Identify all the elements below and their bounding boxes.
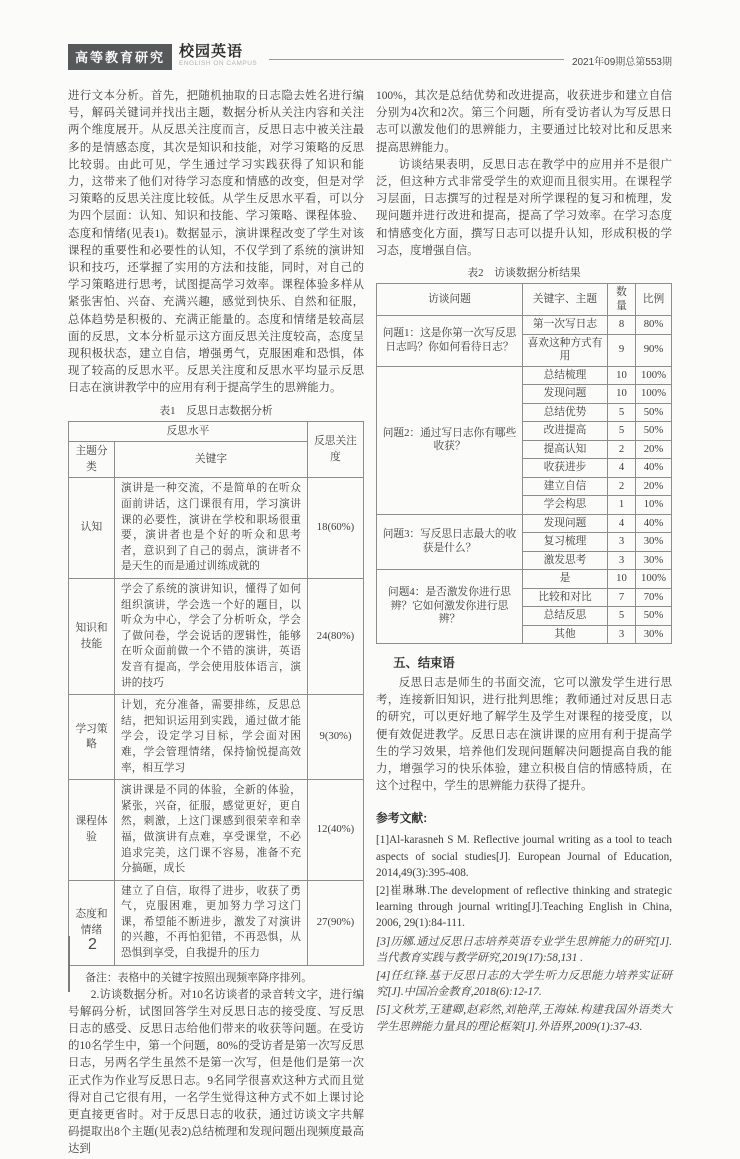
topic-cell: 课程体验: [69, 780, 115, 881]
table2-header-ratio: 比例: [636, 284, 672, 316]
ratio-cell: 100%: [636, 570, 672, 589]
reference-item: [2]崔琳琳.The development of reflective thinking and strategic learning through journal writing[J].Teaching English in China, 2006, 29(1):84-111.: [376, 885, 672, 930]
count-cell: 5: [608, 607, 636, 626]
table2-caption: 表2 访谈数据分析结果: [467, 267, 581, 280]
ratio-cell: 100%: [636, 385, 672, 404]
keywords-cell: 建立了自信，取得了进步，收获了勇气，克服困难，更加努力学习这门课，希望能不断进步，激发了对演讲的兴趣，不再怕犯错，不再恐惧，从恐惧到享受，自我提升的压力: [115, 880, 308, 965]
article-body: [68, 88, 672, 1159]
table-row: [69, 579, 364, 695]
table1-header-keywords: 关键字: [115, 442, 308, 478]
ratio-cell: 30%: [636, 533, 672, 552]
conclusion-heading: 五、结束语: [393, 656, 455, 671]
keyword-cell: 总结优势: [523, 403, 608, 422]
table2-interview-analysis: [376, 283, 672, 644]
ratio-cell: 90%: [636, 334, 672, 366]
right-column: [376, 88, 672, 1159]
keyword-cell: 其他: [523, 625, 608, 644]
table-row: [377, 366, 672, 385]
count-cell: 10: [608, 366, 636, 385]
ratio-cell: 20%: [636, 477, 672, 496]
paragraph-text-analysis: 进行文本分析。首先，把随机抽取的日志隐去姓名进行编号，解码关键词并找出主题，数据分析从关注内容和关注两个维度展开。从反思关注度而言，反思日志中被关注最多的是情感态度，其次是知识和技能，对学习策略的反思比较弱。由此可见，学生通过学习实践获得了知识和能力，这带来了他们对待学习态度和情感的改变，但是对学习策略的反思关注度比较低。从学生反思水平看，可以分为四个层面：认知、知识和技能、学习策略、课程体验、态度和情绪(见表1)。数据显示，演讲课程改变了学生对该课程的重要性和必要性的认知，不仅学到了系统的演讲知识和技巧，还掌握了实用的方法和技能，同时，对自己的学习策略进行思考，试图提高学习效率。课程体验多样从紧张害怕、兴奋、充满兴趣，感觉到快乐、自然和征服，总体趋势是积极的、充满正能量的。态度和情绪是较高层面的反思，文本分析显示这方面反思关注度较高，态度呈现积极状态，建立自信，增强勇气，克服困难和恐惧，体现了较高的反思水平。反思关注度和反思水平均显示反思日志在演讲教学中的应用有利于提高学生的思辨能力。: [68, 90, 364, 395]
paragraph-continuation: 100%，其次是总结优势和改进提高，收获进步和建立自信分别为4次和2次。第三个问题，所有受访者认为写反思日志可以激发他们的思辨能力，主要通过比较对比和反思来提高思辨能力。: [376, 90, 672, 154]
journal-logo-chinese: 校园英语: [179, 43, 244, 60]
journal-header: [68, 44, 672, 70]
ratio-cell: 50%: [636, 607, 672, 626]
attention-cell: 12(40%): [308, 780, 364, 881]
table1-header-topic: 主题分类: [69, 442, 115, 478]
ratio-cell: 20%: [636, 440, 672, 459]
keywords-cell: 演讲课是不同的体验，全新的体验，紧张，兴奋，征服，感觉更好，更自然，刺激，上这门课感到很荣幸和幸福，做演讲有点难，享受课堂，不必追求完美，这门课不容易，准备不充分搞砸，成长: [115, 780, 308, 881]
keyword-cell: 第一次写日志: [523, 316, 608, 335]
keyword-cell: 改进提高: [523, 422, 608, 441]
ratio-cell: 40%: [636, 459, 672, 478]
ratio-cell: 100%: [636, 366, 672, 385]
table1-reflection-journal-analysis: [68, 421, 364, 966]
question-cell: 问题3：写反思日志最大的收获是什么？: [377, 514, 523, 570]
left-column: [68, 88, 364, 1159]
header-divider-line: [269, 59, 564, 60]
count-cell: 3: [608, 625, 636, 644]
keywords-cell: 计划，充分准备，需要排练，反思总结，把知识运用到实践，通过做才能学会，设定学习目标，学会面对困难，学会管理情绪，保持愉悦提高效率，相互学习: [115, 695, 308, 780]
count-cell: 5: [608, 403, 636, 422]
count-cell: 10: [608, 385, 636, 404]
keyword-cell: 总结反思: [523, 607, 608, 626]
count-cell: 4: [608, 459, 636, 478]
table1-header-attention: 反思关注度: [308, 421, 364, 478]
ratio-cell: 70%: [636, 588, 672, 607]
ratio-cell: 30%: [636, 625, 672, 644]
page-number: 2: [88, 936, 97, 953]
issue-number-label: 2021年09期总第553期: [571, 57, 672, 68]
topic-cell: 态度和情绪: [69, 880, 115, 965]
keyword-cell: 复习梳理: [523, 533, 608, 552]
table2-header-count: 数量: [608, 284, 636, 316]
keyword-cell: 发现问题: [523, 514, 608, 533]
keywords-cell: 演讲是一种交流，不是简单的在听众面前讲话，这门课很有用，学习演讲课的必要性，演讲在学校和职场很重要，演讲者也是个好的听众和思考者，意识到了自己的弱点，演讲者不是天生的而是通过训练成就的: [115, 478, 308, 579]
reference-item: [3]历娜.通过反思日志培养英语专业学生思辨能力的研究[J].当代教育实践与教学研究,2019(17):58,131 .: [376, 935, 672, 964]
keyword-cell: 是: [523, 570, 608, 589]
count-cell: 7: [608, 588, 636, 607]
table1-caption: 表1 反思日志数据分析: [159, 404, 273, 417]
topic-cell: 认知: [69, 478, 115, 579]
table-row: [69, 478, 364, 579]
table-row: [377, 570, 672, 589]
question-cell: 问题1：这是你第一次写反思日志吗？你如何看待日志？: [377, 316, 523, 367]
table1-note: 备注：表格中的关键字按照出现频率降序排列。: [85, 971, 312, 984]
count-cell: 3: [608, 533, 636, 552]
references-heading: 参考文献:: [376, 811, 428, 826]
table2-header-keyword: 关键字、主题: [523, 284, 608, 316]
conclusion-paragraph: 反思日志是师生的书面交流，它可以激发学生进行思考，连接新旧知识，进行批判思维；教师通过对反思日志的研究，可以更好地了解学生及学生对课程的接受度，以便有效促进教学。反思日志在演讲课的应用有利于提高学生的学习效果，培养他们发现问题解决问题提高自我的能力，增强学习的快乐体验，建立积极自信的情感特质，在这个过程中，学生的思辨能力获得了提升。: [376, 677, 672, 793]
count-cell: 3: [608, 551, 636, 570]
attention-cell: 24(80%): [308, 579, 364, 695]
ratio-cell: 40%: [636, 514, 672, 533]
attention-cell: 9(30%): [308, 695, 364, 780]
paragraph-interview-analysis: 2.访谈数据分析。对10名访谈者的录音转文字，进行编号解码分析，试图回答学生对反思日志的接受度、写反思日志的感受、反思日志给他们带来的收获等问题。在受访的10名学生中，第一个问题，80%的受访者是第一次写反思日志，另两名学生虽然不是第一次写，但是他们是第一次正式作为作业写反思日志。9名同学很喜欢这种方式而且觉得对自己它很有用，一名学生觉得这种方式不如上课讨论更直接更省时。对于反思日志的收获，通过访谈文字共解码提取出8个主题(见表2)总结梳理和发现问题出现频度最高达到: [68, 988, 364, 1156]
table-row: [377, 316, 672, 335]
table2-header-row: [377, 284, 672, 316]
count-cell: 1: [608, 496, 636, 515]
keyword-cell: 比较和对比: [523, 588, 608, 607]
attention-cell: 18(60%): [308, 478, 364, 579]
keyword-cell: 喜欢这种方式有用: [523, 334, 608, 366]
count-cell: 8: [608, 316, 636, 335]
keyword-cell: 激发思考: [523, 551, 608, 570]
journal-logo-english: ENGLISH ON CAMPUS: [179, 60, 258, 67]
table-row: [69, 880, 364, 965]
reference-item: [4]任红锋.基于反思日志的大学生听力反思能力培养实证研究[J].中国冶金教育,2018(6):12-17.: [376, 970, 672, 999]
question-cell: 问题2：通过写日志你有哪些收获？: [377, 366, 523, 514]
topic-cell: 知识和技能: [69, 579, 115, 695]
count-cell: 5: [608, 422, 636, 441]
keyword-cell: 建立自信: [523, 477, 608, 496]
count-cell: 9: [608, 334, 636, 366]
keyword-cell: 学会构思: [523, 496, 608, 515]
keywords-cell: 学会了系统的演讲知识，懂得了如何组织演讲，学会选一个好的题目，以听众为中心，学会了分析听众，学会了做问卷，学会说话的逻辑性，能够在听众面前做一个不错的演讲，英语发音有提高，学会使用肢体语言，演讲的技巧: [115, 579, 308, 695]
keyword-cell: 总结梳理: [523, 366, 608, 385]
ratio-cell: 80%: [636, 316, 672, 335]
reference-item: [5]文秋芳,王建卿,赵彩然,刘艳萍,王海妹.构建我国外语类大学生思辨能力量具的理论框架[J].外语界,2009(1):37-43.: [376, 1004, 672, 1033]
journal-section-badge: 高等教育研究: [68, 44, 172, 70]
footer-rule: [68, 936, 70, 992]
paragraph-interview-results: 访谈结果表明，反思日志在教学中的应用并不是很广泛，但这种方式非常受学生的欢迎而且很实用。在课程学习层面，日志撰写的过程是对所学课程的复习和梳理，发现问题并进行改进和提高，提高了学习效率。在学习态度和情感变化方面，撰写日志可以提升认知，形成积极的学习态，度增强自信。: [376, 158, 672, 257]
ratio-cell: 50%: [636, 422, 672, 441]
ratio-cell: 30%: [636, 551, 672, 570]
count-cell: 2: [608, 477, 636, 496]
table1-header-level: 反思水平: [69, 421, 308, 442]
reference-item: [1]Al-karasneh S M. Reflective journal writing as a tool to teach aspects of social studies[J]. European Journal of Education, 2014,49(3):395-408.: [376, 834, 672, 879]
ratio-cell: 50%: [636, 403, 672, 422]
table1-header-row-1: [69, 421, 364, 442]
table2-header-question: 访谈问题: [377, 284, 523, 316]
count-cell: 10: [608, 570, 636, 589]
topic-cell: 学习策略: [69, 695, 115, 780]
table-row: [69, 780, 364, 881]
journal-logo: [179, 44, 257, 68]
attention-cell: 27(90%): [308, 880, 364, 965]
keyword-cell: 发现问题: [523, 385, 608, 404]
count-cell: 4: [608, 514, 636, 533]
ratio-cell: 10%: [636, 496, 672, 515]
table-row: [377, 514, 672, 533]
keyword-cell: 收获进步: [523, 459, 608, 478]
keyword-cell: 提高认知: [523, 440, 608, 459]
question-cell: 问题4：是否激发你进行思辨？它如何激发你进行思辨？: [377, 570, 523, 644]
count-cell: 2: [608, 440, 636, 459]
table-row: [69, 695, 364, 780]
